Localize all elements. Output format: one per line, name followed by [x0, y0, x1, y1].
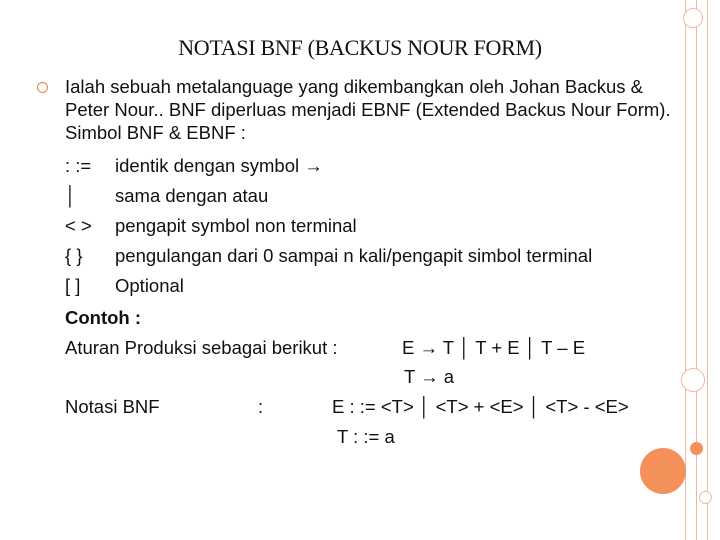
bnf-line-1: E : := <T> │ <T> + <E> │ <T> - <E>: [332, 396, 629, 417]
symbol-brackets-meaning: Optional: [115, 275, 184, 296]
frame-line: [707, 0, 708, 540]
symbol-or-meaning: sama dengan atau: [115, 185, 269, 206]
decorative-ring-bottom: [699, 491, 712, 504]
symbol-braces-meaning: pengulangan dari 0 sampai n kali/pengapit simbol terminal: [115, 245, 593, 266]
production-line-1: E → T │ T + E │ T – E: [402, 337, 586, 358]
decorative-ring-middle: [681, 368, 705, 392]
bnf-line-2: T : := a: [337, 426, 395, 447]
bullet-icon: [37, 82, 48, 93]
symbol-angle-meaning: pengapit symbol non terminal: [115, 215, 357, 236]
frame-line: [696, 0, 697, 540]
intro-paragraph: Ialah sebuah metalanguage yang dikembangkan oleh Johan Backus & Peter Nour.. BNF diperluas menjadi EBNF (Extended Backus Nour Form). Simbol BNF & EBNF :: [65, 76, 671, 143]
slide-title: NOTASI BNF (BACKUS NOUR FORM): [178, 35, 542, 60]
symbol-assign: : :=: [65, 155, 92, 176]
symbol-brackets: [ ]: [65, 275, 81, 296]
symbol-or: │: [65, 185, 77, 206]
decorative-dot-small: [690, 442, 703, 455]
production-line-2: T → a: [404, 366, 455, 387]
bnf-colon: :: [258, 396, 264, 417]
symbol-assign-meaning: identik dengan symbol →: [115, 155, 323, 176]
symbol-angle: < >: [65, 215, 92, 236]
decorative-ring-top: [683, 8, 703, 28]
frame-line: [685, 0, 686, 540]
decorative-dot-large: [640, 448, 686, 494]
example-heading: Contoh :: [65, 307, 142, 328]
symbol-braces: { }: [65, 245, 83, 266]
bnf-label: Notasi BNF: [65, 396, 160, 417]
production-label: Aturan Produksi sebagai berikut :: [65, 337, 338, 358]
